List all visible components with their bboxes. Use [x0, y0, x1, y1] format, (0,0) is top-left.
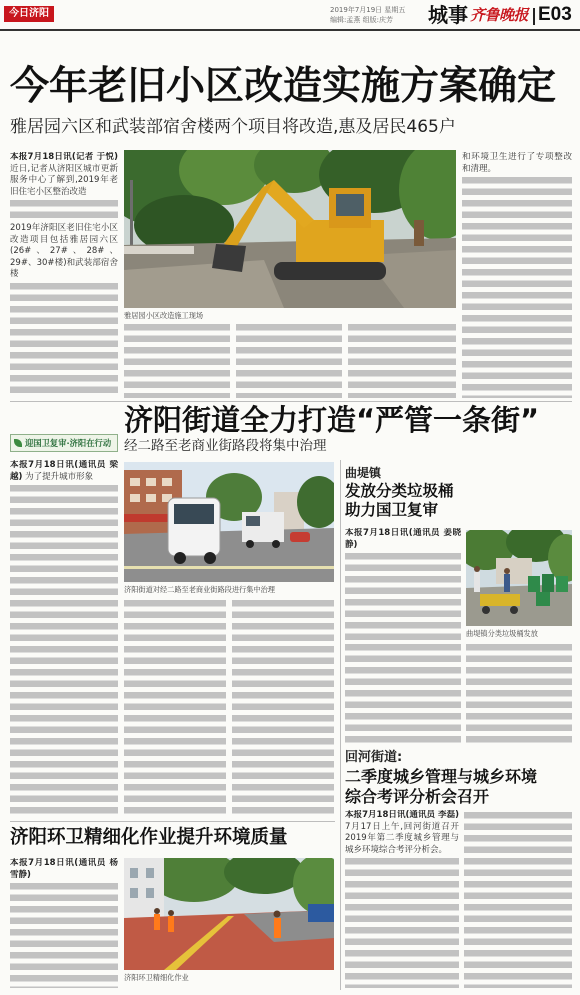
- huihe-lead-paragraph: [345, 810, 459, 856]
- renovation-lead-paragraph: [10, 152, 118, 198]
- strict-street-photo-caption: 济阳街道对经二路至老商业街路段进行集中治理: [124, 585, 275, 594]
- section-tab: 今日济阳: [4, 6, 54, 22]
- renovation-column-4: [348, 322, 456, 398]
- text-filler: [345, 858, 459, 988]
- renovation-photo: [124, 150, 456, 308]
- text-filler: [462, 177, 572, 398]
- renovation-column-3: [236, 322, 342, 398]
- text-filler: [345, 553, 461, 640]
- sanitation-scene: [124, 858, 334, 970]
- text-filler: [345, 644, 461, 744]
- strict-street-subhead: 经二路至老商业街路段将集中治理: [124, 438, 327, 454]
- renovation-byline: 本报7月18日讯(记者 于悦): [10, 152, 118, 162]
- text-filler: [10, 200, 118, 223]
- qudi-photo-caption: 曲堤镇分类垃圾桶发放: [466, 629, 538, 638]
- electric-cart: [168, 498, 220, 564]
- column-name: 城事: [428, 3, 468, 27]
- strict-street-headline: 济阳街道全力打造“严管一条街”: [124, 403, 540, 437]
- section-divider: [10, 401, 572, 402]
- renovation-column-1: [10, 152, 118, 398]
- sanitation-headline: 济阳环卫精细化作业提升环境质量: [10, 827, 288, 848]
- renovation-photo-caption: 雅居园小区改造施工现场: [124, 311, 204, 320]
- leaf-icon: [14, 439, 22, 447]
- strict-street-photo: [124, 462, 334, 582]
- renovation-column-2: [124, 322, 230, 398]
- huihe-byline: 本报7月18日讯(通讯员 李磊): [345, 810, 459, 820]
- qudi-column-1: [345, 528, 461, 640]
- text-filler: [232, 600, 334, 818]
- page-number: E03: [538, 4, 572, 25]
- text-filler: [348, 324, 456, 398]
- bin-distribution-scene: [466, 530, 572, 626]
- editor-credits: 编辑:孟燕 组版:庆芳: [330, 16, 393, 24]
- qudi-title-line1: 发放分类垃圾桶: [345, 482, 454, 500]
- text-filler: [464, 812, 572, 988]
- sanitation-column-1: [10, 858, 118, 988]
- text-filler: [10, 283, 118, 399]
- renovation-subhead: 雅居园六区和武装部宿舍楼两个项目将改造,惠及居民465户: [10, 117, 456, 137]
- newspaper-logo: 齐鲁晚报: [470, 6, 529, 24]
- series-label: [10, 434, 118, 452]
- huihe-column-1: [345, 810, 459, 988]
- text-filler: [124, 324, 230, 398]
- qudi-byline: 本报7月18日讯(通讯员 姜晓静): [345, 528, 461, 550]
- text-filler: [10, 883, 118, 988]
- renovation-projects: 2019年济阳区老旧住宅小区改造项目包括雅居园六区(26#、27#、28#、29#、30#楼)和武装部宿舍楼: [10, 223, 118, 279]
- text-filler: [466, 644, 572, 744]
- qudi-title-line2: 助力国卫复审: [345, 501, 439, 519]
- text-filler: [236, 324, 342, 398]
- excavator-scene: [124, 150, 456, 308]
- qudi-column-2: [345, 642, 461, 744]
- street-scene: [124, 462, 334, 582]
- sanitation-byline: 本报7月18日讯(通讯员 杨雪静): [10, 858, 118, 880]
- strict-street-lead: 为了提升城市形象: [25, 471, 94, 482]
- series-label-text: 迎国卫复审·济阳在行动: [25, 438, 112, 448]
- renovation-column-5: [462, 152, 572, 398]
- strict-street-column-3: [232, 598, 334, 818]
- sanitation-photo-caption: 济阳环卫精细化作业: [124, 973, 189, 982]
- column-divider: [340, 460, 341, 990]
- huihe-lead: 7月17日上午,回河街道召开2019年第二季度城乡管理与城乡环境综合考评分析会。: [345, 821, 459, 855]
- section-divider: [10, 821, 335, 822]
- renovation-lead: 近日,记者从济阳区城市更新服务中心了解到,2019年老旧住宅小区整治改造: [10, 163, 118, 197]
- text-filler: [10, 485, 118, 818]
- renovation-right-column-start: 和环境卫生进行了专项整改和清理。: [462, 152, 572, 174]
- huihe-title-line2: 综合考评分析会召开: [345, 787, 490, 806]
- renovation-headline: 今年老旧小区改造实施方案确定: [10, 64, 557, 109]
- issue-date: 2019年7月19日 星期五: [330, 6, 406, 14]
- huihe-kicker: 回河街道:: [345, 750, 403, 765]
- qudi-kicker: 曲堤镇: [345, 466, 382, 480]
- text-filler: [124, 600, 226, 818]
- strict-street-byline: 本报7月18日讯(通讯员 梁越): [10, 460, 118, 482]
- huihe-column-2: [464, 810, 572, 988]
- strict-street-lead-paragraph: [10, 460, 118, 483]
- strict-street-column-2: [124, 598, 226, 818]
- logo-divider: [533, 8, 535, 25]
- header-rule: [0, 29, 580, 31]
- sanitation-photo: [124, 858, 334, 970]
- huihe-title-line1: 二季度城乡管理与城乡环境: [345, 767, 538, 786]
- qudi-photo: [466, 530, 572, 626]
- strict-street-column-1: [10, 460, 118, 818]
- qudi-column-3: [466, 642, 572, 744]
